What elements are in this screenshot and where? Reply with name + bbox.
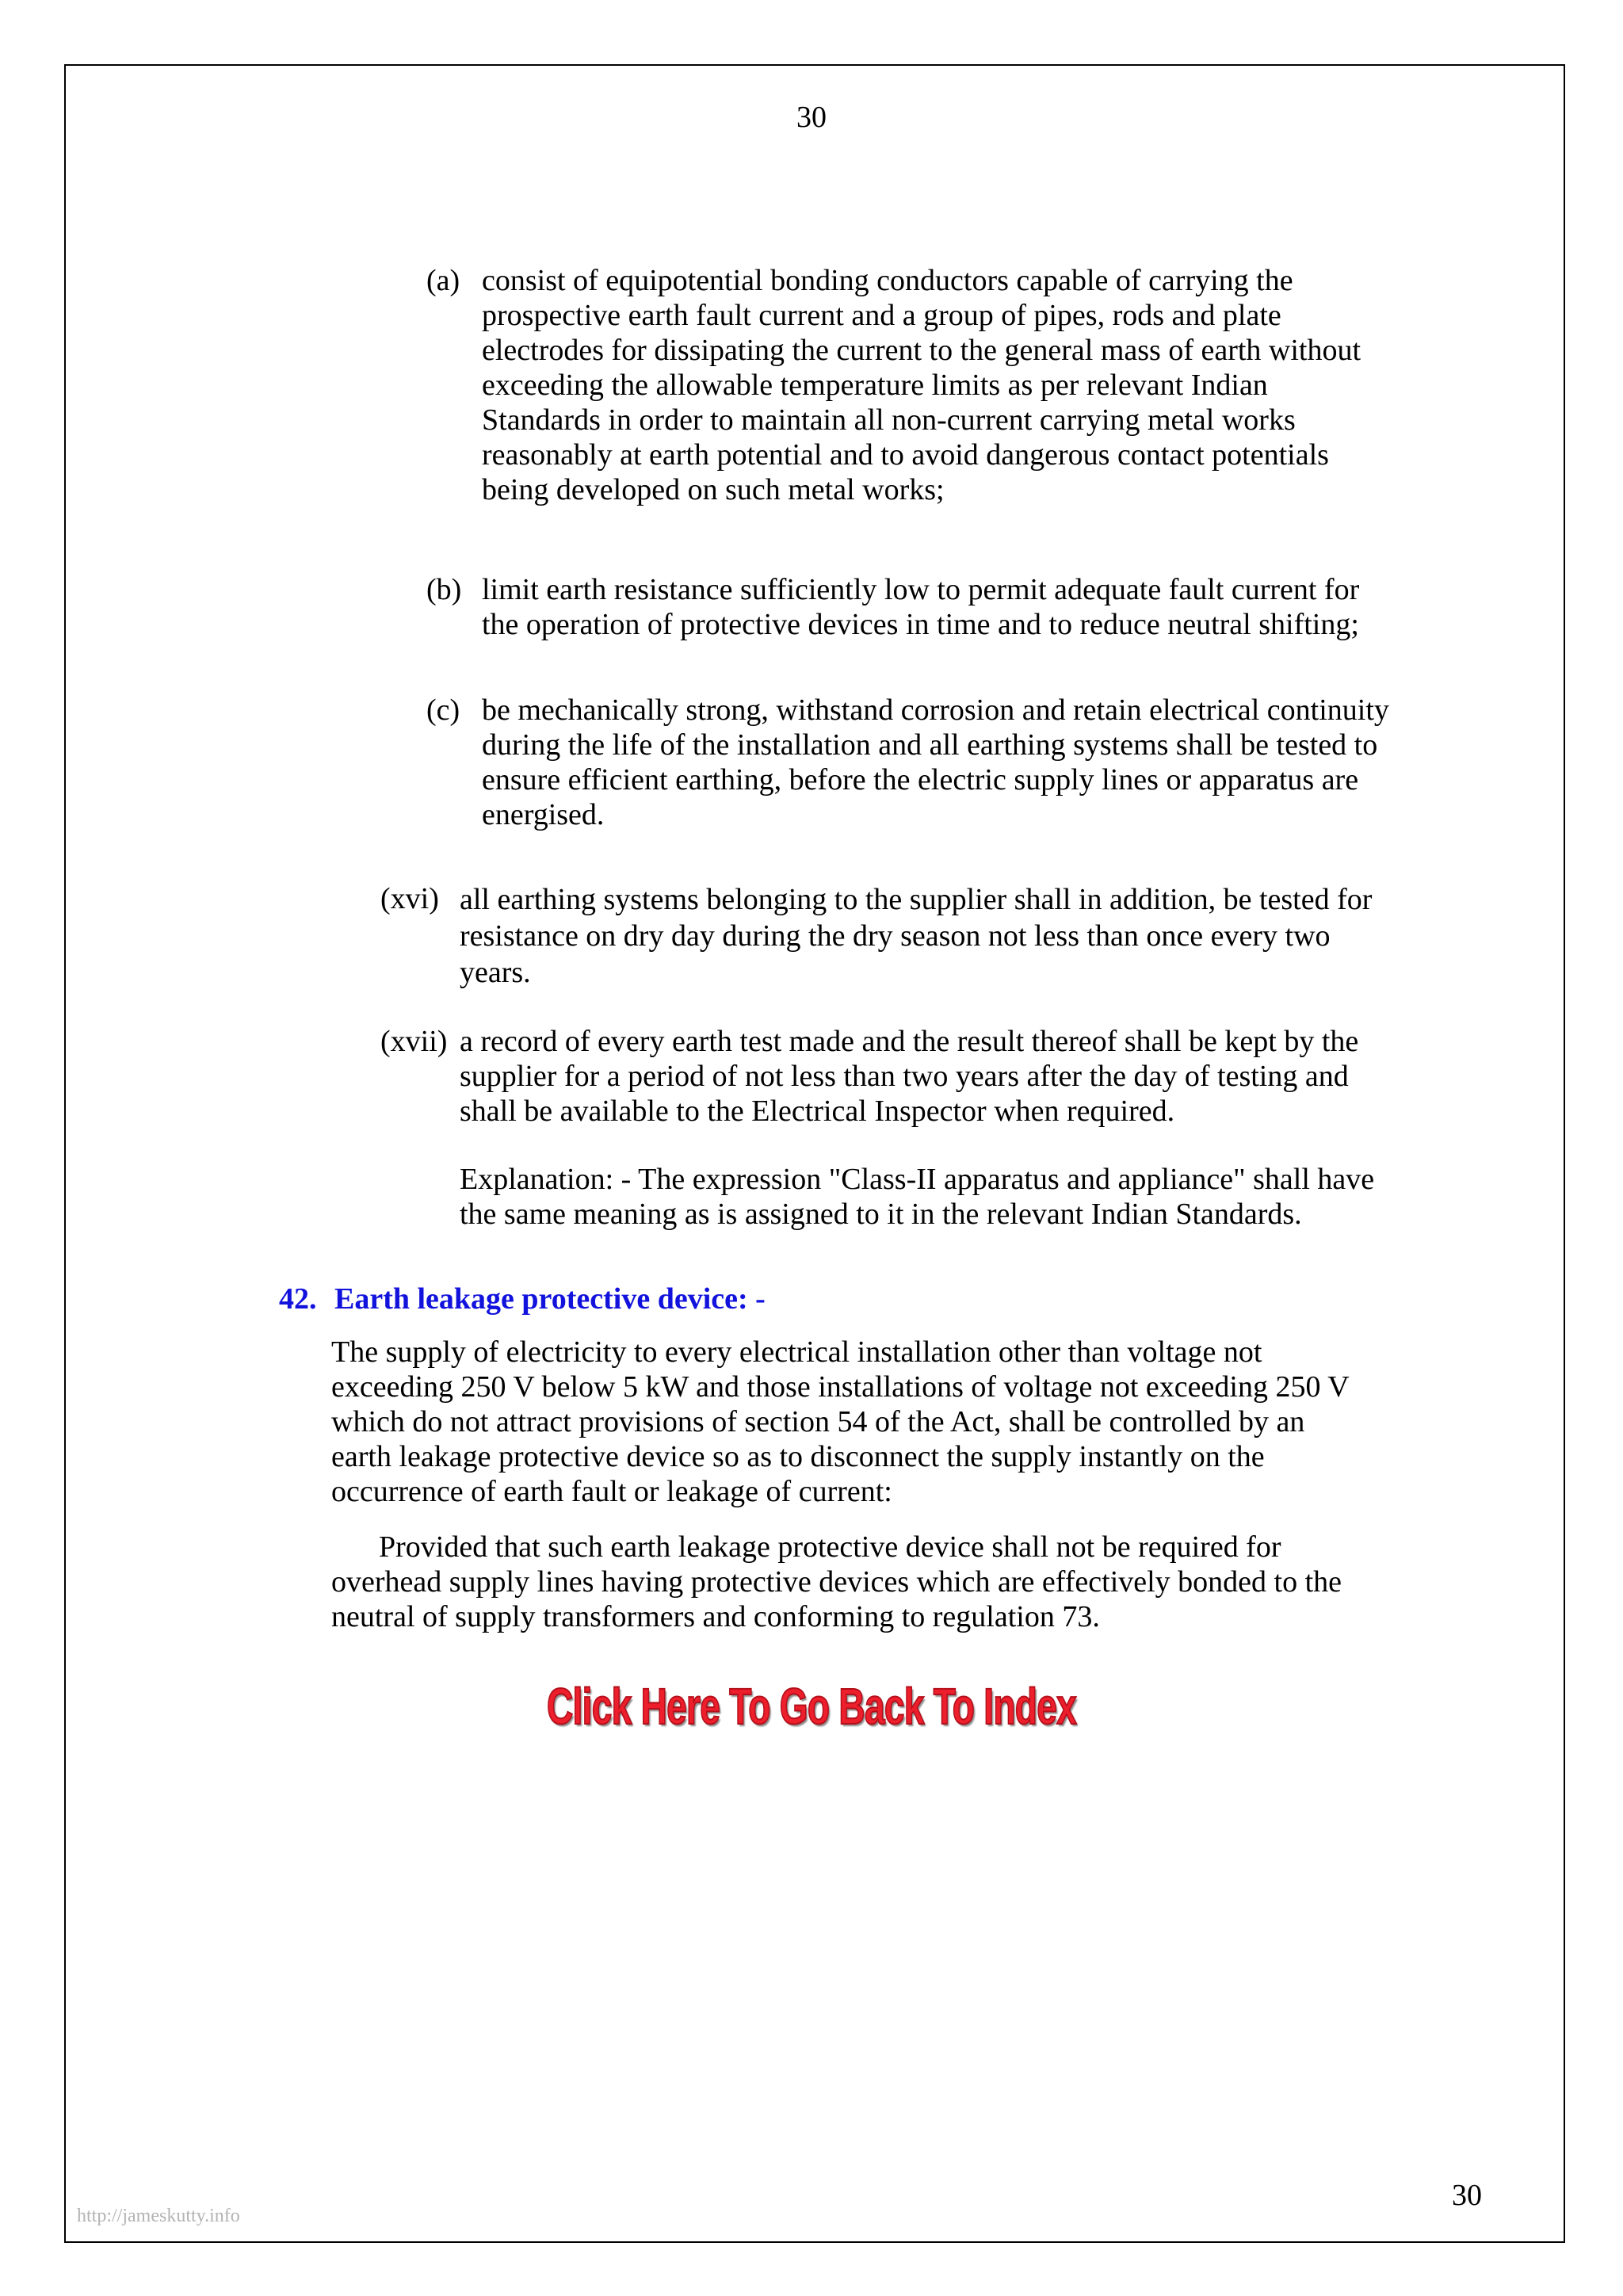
paragraph-line: which do not attract provisions of section 54 of the Act, shall be controlled by an bbox=[331, 1405, 1305, 1438]
item-xvi-line: resistance on dry day during the dry season not less than once every two bbox=[460, 919, 1331, 953]
item-a-line: exceeding the allowable temperature limits as per relevant Indian bbox=[482, 369, 1268, 402]
item-a-text bbox=[482, 263, 1361, 507]
explanation-note bbox=[460, 1162, 1374, 1232]
item-xvii-line: a record of every earth test made and the result thereof shall be kept by the bbox=[460, 1025, 1359, 1058]
paragraph-line: The supply of electricity to every electrical installation other than voltage not bbox=[331, 1335, 1262, 1369]
paragraph-line: occurrence of earth fault or leakage of current: bbox=[331, 1475, 892, 1508]
back-to-index-link[interactable]: Click Here To Go Back To Index bbox=[546, 1678, 1077, 1735]
explanation-line: Explanation: - The expression "Class-II apparatus and appliance" shall have bbox=[460, 1163, 1375, 1196]
paragraph-line: overhead supply lines having protective devices which are effectively bonded to the bbox=[331, 1565, 1342, 1599]
paragraph-line: Provided that such earth leakage protective device shall not be required for bbox=[379, 1530, 1281, 1564]
explanation-line: the same meaning as is assigned to it in the relevant Indian Standards. bbox=[460, 1198, 1302, 1231]
item-c-label: (c) bbox=[426, 693, 460, 727]
section-paragraph-2 bbox=[331, 1530, 1342, 1634]
item-xvi-label: (xvi) bbox=[380, 882, 439, 915]
item-xvi-text bbox=[460, 881, 1372, 991]
item-xvii-line: shall be available to the Electrical Inspector when required. bbox=[460, 1095, 1175, 1128]
item-a-line: Standards in order to maintain all non-current carrying metal works bbox=[482, 403, 1296, 437]
page-number-top: 30 bbox=[796, 101, 827, 134]
item-a-line: consist of equipotential bonding conductors capable of carrying the bbox=[482, 264, 1293, 297]
item-xvii-label: (xvii) bbox=[380, 1025, 448, 1058]
paragraph-line: earth leakage protective device so as to disconnect the supply instantly on the bbox=[331, 1440, 1265, 1473]
section-number: 42. bbox=[279, 1282, 317, 1316]
section-heading bbox=[279, 1281, 766, 1317]
item-b-line: limit earth resistance sufficiently low to permit adequate fault current for bbox=[482, 573, 1360, 606]
item-a-line: prospective earth fault current and a group of pipes, rods and plate bbox=[482, 299, 1281, 332]
watermark-link[interactable]: http://jameskutty.info bbox=[77, 2206, 240, 2226]
section-paragraph-1 bbox=[331, 1335, 1350, 1509]
page-number-bottom: 30 bbox=[1452, 2179, 1482, 2212]
item-xvi-line: all earthing systems belonging to the supplier shall in addition, be tested for bbox=[460, 883, 1373, 916]
item-c-line: energised. bbox=[482, 798, 605, 831]
item-b-text bbox=[482, 572, 1359, 642]
item-b-line: the operation of protective devices in time and to reduce neutral shifting; bbox=[482, 608, 1359, 641]
item-c-text bbox=[482, 693, 1389, 832]
item-a-line: being developed on such metal works; bbox=[482, 473, 945, 506]
item-a-label: (a) bbox=[426, 264, 460, 297]
item-a-line: reasonably at earth potential and to avoid dangerous contact potentials bbox=[482, 438, 1329, 472]
item-c-line: ensure efficient earthing, before the electric supply lines or apparatus are bbox=[482, 763, 1359, 797]
paragraph-line: neutral of supply transformers and conforming to regulation 73. bbox=[331, 1600, 1100, 1633]
section-title: Earth leakage protective device: - bbox=[334, 1282, 766, 1316]
item-b-label: (b) bbox=[426, 573, 462, 606]
item-xvii-text bbox=[460, 1024, 1358, 1129]
item-c-line: during the life of the installation and all earthing systems shall be tested to bbox=[482, 728, 1378, 762]
item-a-line: electrodes for dissipating the current to the general mass of earth without bbox=[482, 334, 1361, 367]
item-xvii-line: supplier for a period of not less than two years after the day of testing and bbox=[460, 1060, 1349, 1093]
paragraph-line: exceeding 250 V below 5 kW and those installations of voltage not exceeding 250 V bbox=[331, 1370, 1350, 1404]
item-c-line: be mechanically strong, withstand corrosion and retain electrical continuity bbox=[482, 693, 1389, 727]
item-xvi-line: years. bbox=[460, 956, 531, 989]
